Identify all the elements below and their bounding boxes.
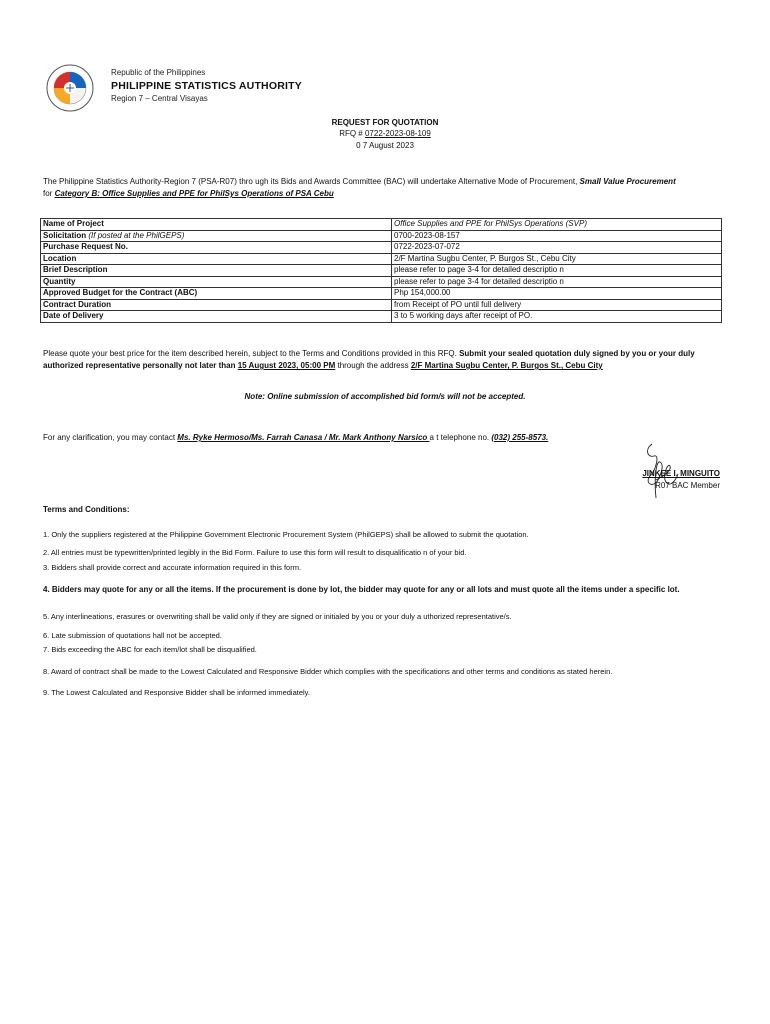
republic-label: Republic of the Philippines [111,68,206,77]
intro-for: for [43,189,55,198]
signatory-role: R07 BAC Member [655,481,720,490]
intro-paragraph [43,176,733,200]
row-label: Name of Project [41,219,392,231]
term-item: 3. Bidders shall provide correct and accurate information required in this form. [43,563,302,572]
row-label: Purchase Request No. [41,242,392,254]
term-item: 9. The Lowest Calculated and Responsive Bidder shall be informed immediately. [43,688,310,697]
term-item: 5. Any interlineations, erasures or overwriting shall be valid only if they are signed or initialed by you or your duly a uthorized representative/s. [43,612,512,621]
row-value: Office Supplies and PPE for PhilSys Operations (SVP) [392,219,722,231]
clarification-text: For any clarification, you may contact [43,433,178,442]
rfq-title: REQUEST FOR QUOTATION [331,118,439,127]
table-row [41,311,722,323]
table-row [41,219,722,231]
row-value: 3 to 5 working days after receipt of PO. [392,311,722,323]
terms-heading: Terms and Conditions: [43,505,130,514]
contact-persons: Ms. Ryke Hermoso/Ms. Farrah Canasa / Mr. Mark Anthony Narsico [177,433,430,442]
intro-text: The Philippine Statistics Authority-Region 7 (PSA-R07) thro ugh its Bids and Awards Committee (BAC) will undertake Alternative Mode of Procurement, [43,177,580,186]
table-row [41,253,722,265]
quote-text: Please quote your best price for the item described herein, subject to the Terms and Conditions provided in this RFQ. [43,349,460,358]
psa-seal-logo [40,64,104,112]
term-item: 8. Award of contract shall be made to the Lowest Calculated and Responsive Bidder which complies with the specifications and other terms and conditions as stated herein. [43,667,613,676]
contact-phone: (032) 255-8573. [491,433,549,442]
row-value: 0700-2023-08-157 [392,230,722,242]
row-label: Location [41,253,392,265]
table-row [41,288,722,300]
rfq-number-prefix: RFQ # [339,129,365,138]
row-label: Date of Delivery [41,311,392,323]
procurement-category: Category B: Office Supplies and PPE for PhilSys Operations of PSA Cebu [54,189,334,198]
rfq-date: 0 7 August 2023 [356,141,414,150]
row-label: Quantity [41,276,392,288]
row-value: 2/F Martina Sugbu Center, P. Burgos St., Cebu City [392,253,722,265]
quote-through: through the address [335,361,411,370]
rfq-number-line [0,129,770,138]
signatory-name: JINKEE I. MINGUITO [642,469,720,478]
rfq-number: 0722-2023-08-109 [364,129,431,138]
table-row [41,242,722,254]
row-label: Contract Duration [41,299,392,311]
submission-deadline: 15 August 2023, 05:00 PM [237,361,336,370]
agency-name: PHILIPPINE STATISTICS AUTHORITY [111,80,302,92]
clarification-telephone-text: a t telephone no. [429,433,492,442]
solicitation-note: (If posted at the PhilGEPS) [88,230,185,240]
procurement-mode: Small Value Procurement [579,177,676,186]
row-value: from Receipt of PO until full delivery [392,299,722,311]
region-label: Region 7 – Central Visayas [111,94,208,103]
row-value: please refer to page 3-4 for detailed descriptio n [392,276,722,288]
row-value: 0722-2023-07-072 [392,242,722,254]
row-label [41,230,392,242]
table-row [41,230,722,242]
term-item: 7. Bids exceeding the ABC for each item/lot shall be disqualified. [43,645,257,654]
solicitation-label: Solicitation [43,230,87,240]
online-submission-note: Note: Online submission of accomplished bid form/s will not be accepted. [244,392,526,401]
term-item: 4. Bidders may quote for any or all the items. If the procurement is done by lot, the bidder may quote for any or all lots and must quote all the items under a specific lot. [43,585,680,594]
quotation-paragraph [43,348,733,372]
term-item: 6. Late submission of quotations hall not be accepted. [43,631,222,640]
term-item: 1. Only the suppliers registered at the Philippine Government Electronic Procurement System (PhilGEPS) shall be allowed to submit the quotation. [43,530,529,539]
row-value: Php 154,000.00 [392,288,722,300]
term-item: 2. All entries must be typewritten/printed legibly in the Bid Form. Failure to use this form will result to disqualificatio n of your bid. [43,548,467,557]
row-label: Approved Budget for the Contract (ABC) [41,288,392,300]
row-label: Brief Description [41,265,392,277]
quote-instruction: Submit your sealed quotation duly signed by you or your duly authorized representative personally not later than [43,349,695,370]
submission-address: 2/F Martina Sugbu Center, P. Burgos St., Cebu City [410,361,603,370]
table-row [41,265,722,277]
project-details-table [40,218,722,323]
table-row [41,276,722,288]
table-row [41,299,722,311]
row-value: please refer to page 3-4 for detailed descriptio n [392,265,722,277]
